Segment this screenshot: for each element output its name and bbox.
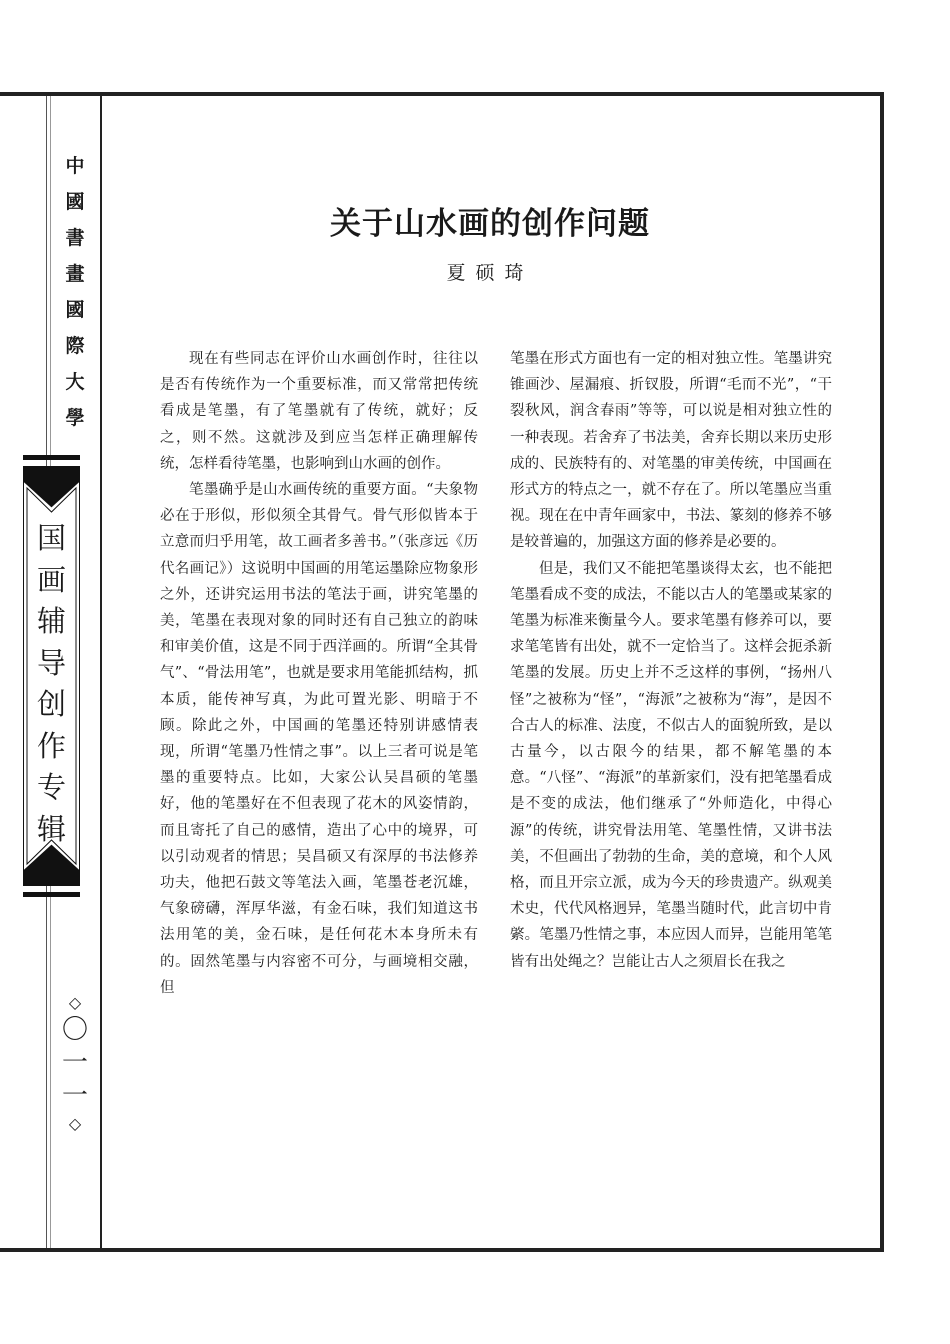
article-author: 夏硕琦 <box>446 262 534 284</box>
university-char: 際 <box>65 335 85 357</box>
paragraph: 现在有些同志在评价山水画创作时，往往以是否有传统作为一个重要标准，而又常常把传统看成是笔墨，有了笔墨就有了传统，就好；反之，则不然。这就涉及到应当怎样正确理解传统，怎样看待笔墨，也影响到山水画的创作。 <box>160 351 478 472</box>
diamond-icon: ◇ <box>68 993 82 1012</box>
paragraph: 但是，我们又不能把笔墨谈得太玄，也不能把笔墨看成不变的成法，不能以古人的笔墨或某家的笔墨为标准来衡量今人。要求笔墨有修养可以，要求笔笔皆有出处，就不一定恰当了。这样会扼杀新笔墨的发展。历史上并不乏这样的事例，“扬州八怪”之被称为“怪”，“海派”之被称为“海”，是因不合古人的标准、法度，不似古人的面貌所致，是以古量今，以古限今的结果，都不解笔墨的本意。“八怪”、“海派”的革新家们，没有把笔墨看成是不变的成法，他们继承了“外师造化，中得心源”的传统，讲究骨法用笔、笔墨性情，又讲书法美，不但画出了勃勃的生命，美的意境，和个人风格，而且开宗立派，成为今天的珍贵遗产。纵观美术史，代代风格迥异，笔墨当随时代，此言切中肯綮。笔墨乃性情之事，本应因人而异，岂能用笔笔皆有出处绳之？岂能让古人之须眉长在我之 <box>510 560 832 970</box>
section-banner-title <box>28 518 75 850</box>
university-char: 學 <box>65 407 85 429</box>
text-column-left <box>160 346 478 1001</box>
banner-char: 国 <box>36 521 66 555</box>
page-number-digit: 〇 <box>61 1015 88 1045</box>
article-title: 关于山水画的创作问题 <box>330 206 650 242</box>
university-char: 書 <box>65 227 85 249</box>
university-char: 大 <box>65 371 85 393</box>
diamond-icon: ◇ <box>68 1114 82 1133</box>
banner-char: 创 <box>36 687 66 721</box>
page-number-digit: 一 <box>61 1048 88 1078</box>
university-char: 畫 <box>65 263 85 285</box>
banner-char: 专 <box>36 770 66 804</box>
frame-bottom-rule <box>0 1248 884 1252</box>
university-name-vertical <box>62 148 88 436</box>
frame-right-rule <box>880 92 884 1252</box>
university-char: 國 <box>65 191 85 213</box>
frame-top-rule <box>0 92 884 96</box>
university-char: 國 <box>65 299 85 321</box>
banner-char: 画 <box>36 562 66 597</box>
banner-bottom-bar <box>23 892 80 897</box>
banner-top-bar <box>23 455 80 460</box>
banner-char: 辑 <box>36 811 66 846</box>
paragraph: 笔墨确乎是山水画传统的重要方面。“夫象物必在于形似，形似须全其骨气。骨气形似皆本于立意而归乎用笔，故工画者多善书。”（张彦远《历代名画记》）这说明中国画的用笔运墨除应物象形之外，还讲究运用书法的笔法于画，讲究笔墨的美，笔墨在表现对象的同时还有自己独立的韵味和审美价值，这是不同于西洋画的。所谓“全其骨气”、“骨法用笔”，也就是要求用笔能抓结构，抓本质，能传神写真，为此可置光影、明暗于不顾。除此之外，中国画的笔墨还特别讲感情表现，所谓“笔墨乃性情之事”。以上三者可说是笔墨的重要特点。比如，大家公认吴昌硕的笔墨好，他的笔墨好在不但表现了花木的风姿情韵，而且寄托了自己的感情，造出了心中的境界，可以引动观者的情思；吴昌硕又有深厚的书法修养功夫，他把石鼓文等笔法入画，笔墨苍老沉雄，气象磅礴，浑厚华滋，有金石味，我们知道这书法用笔的美，金石味，是任何花木本身所未有的。固然笔墨与内容密不可分，与画境相交融，但 <box>160 482 478 996</box>
page-number <box>52 992 98 1135</box>
banner-char: 作 <box>36 728 66 763</box>
university-char: 中 <box>65 155 85 177</box>
banner-char: 辅 <box>36 604 66 638</box>
banner-char: 导 <box>36 645 66 680</box>
paragraph: 笔墨在形式方面也有一定的相对独立性。笔墨讲究锥画沙、屋漏痕、折钗股，所谓“毛而不光”，“干裂秋风，润含春雨”等等，可以说是相对独立性的一种表现。若舍弃了书法美，舍弃长期以来历史形成的、民族特有的、对笔墨的审美传统，中国画在形式方的特点之一，就不存在了。所以笔墨应当重视。现在在中青年画家中，书法、篆刻的修养不够是较普遍的，加强这方面的修养是必要的。 <box>510 351 832 551</box>
page-number-digit: 一 <box>61 1081 88 1111</box>
frame-inner-rule <box>100 96 102 1248</box>
text-column-right <box>510 346 832 975</box>
